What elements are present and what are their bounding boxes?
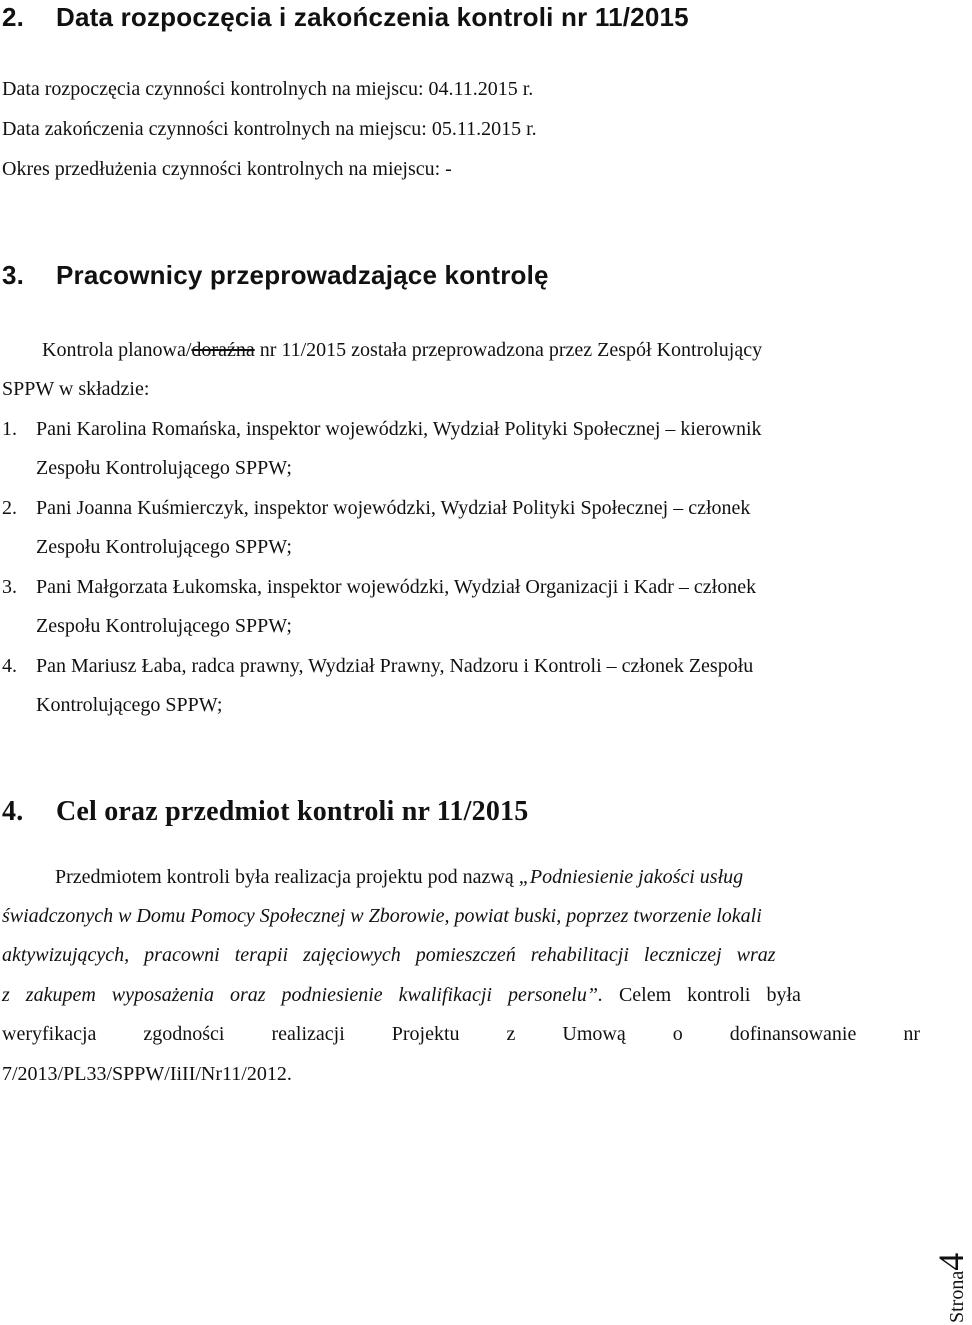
page-footer — [924, 1213, 971, 1323]
member-2-line: Pani Joanna Kuśmierczyk, inspektor wojewódzki, Wydział Polityki Społecznej – członek — [36, 497, 751, 519]
section-number: 2. — [2, 2, 25, 32]
section-title: Data rozpoczęcia i zakończenia kontroli nr 11/2015 — [56, 2, 689, 32]
section-4-heading — [2, 796, 528, 828]
purpose-line-6: 7/2013/PL33/SPPW/IiII/Nr11/2012. — [2, 1063, 292, 1085]
member-3-line2: Zespołu Kontrolującego SPPW; — [36, 615, 292, 637]
member-4-line: Pan Mariusz Łaba, radca prawny, Wydział Prawny, Nadzoru i Kontroli – członek Zespołu — [36, 655, 754, 677]
purpose-line-3: aktywizujących, pracowni terapii zajęciowych pomieszczeń rehabilitacji leczniczej wraz — [2, 944, 776, 966]
member-1-line — [36, 418, 890, 441]
section-number: 4. — [2, 796, 24, 827]
team-intro-line2: SPPW w składzie: — [2, 378, 150, 400]
member-2-line2: Zespołu Kontrolującego SPPW; — [36, 536, 292, 558]
purpose-line-2: świadczonych w Domu Pomocy Społecznej w Zborowie, powiat buski, poprzez tworzenie lokali — [2, 905, 762, 927]
page-label-text: Strona — [946, 1270, 968, 1323]
struck-text: doraźna — [191, 339, 255, 361]
section-2-heading — [2, 2, 689, 33]
purpose-text: Przedmiotem kontroli była realizacja projektu pod nazwą — [55, 866, 519, 888]
section-3-heading — [2, 260, 549, 291]
section-title: Pracownicy przeprowadzające kontrolę — [56, 260, 549, 290]
purpose-line-4 — [2, 984, 801, 1007]
member-number: 2. — [2, 497, 17, 519]
purpose-line-5: weryfikacja zgodności realizacji Projektu z Umową o dofinansowanie nr — [2, 1023, 921, 1045]
project-name-cont: z zakupem wyposażenia oraz podniesienie kwalifikacji personelu”. — [2, 984, 603, 1006]
start-date-line: Data rozpoczęcia czynności kontrolnych na miejscu: 04.11.2015 r. — [2, 78, 534, 100]
end-date-line: Data zakończenia czynności kontrolnych na miejscu: 05.11.2015 r. — [2, 118, 537, 140]
team-intro — [42, 339, 762, 362]
project-name: „Podniesienie jakości usług — [518, 866, 744, 888]
member-3-line: Pani Małgorzata Łukomska, inspektor wojewódzki, Wydział Organizacji i Kadr – członek — [36, 576, 757, 598]
member-number: 3. — [2, 576, 17, 598]
section-number: 3. — [2, 260, 25, 290]
intro-text-cont: nr 11/2015 została przeprowadzona przez Zespół Kontrolujący — [254, 339, 763, 361]
member-4-line2: Kontrolującego SPPW; — [36, 694, 223, 716]
purpose-line-1 — [55, 866, 743, 889]
member-1-text: Pani Karolina Romańska, inspektor wojewódzki, Wydział Polityki Społecznej – kierownik — [36, 418, 762, 440]
member-number: 4. — [2, 655, 17, 677]
purpose-text-cont: Celem kontroli była — [602, 984, 801, 1006]
member-1-line2: Zespołu Kontrolującego SPPW; — [36, 457, 292, 479]
page-label — [930, 1253, 972, 1323]
intro-text: Kontrola planowa/ — [42, 339, 192, 361]
extension-line: Okres przedłużenia czynności kontrolnych na miejscu: - — [2, 158, 452, 180]
member-number: 1. — [2, 418, 17, 440]
section-title: Cel oraz przedmiot kontroli nr 11/2015 — [56, 796, 529, 827]
page-number: 4 — [931, 1252, 971, 1271]
